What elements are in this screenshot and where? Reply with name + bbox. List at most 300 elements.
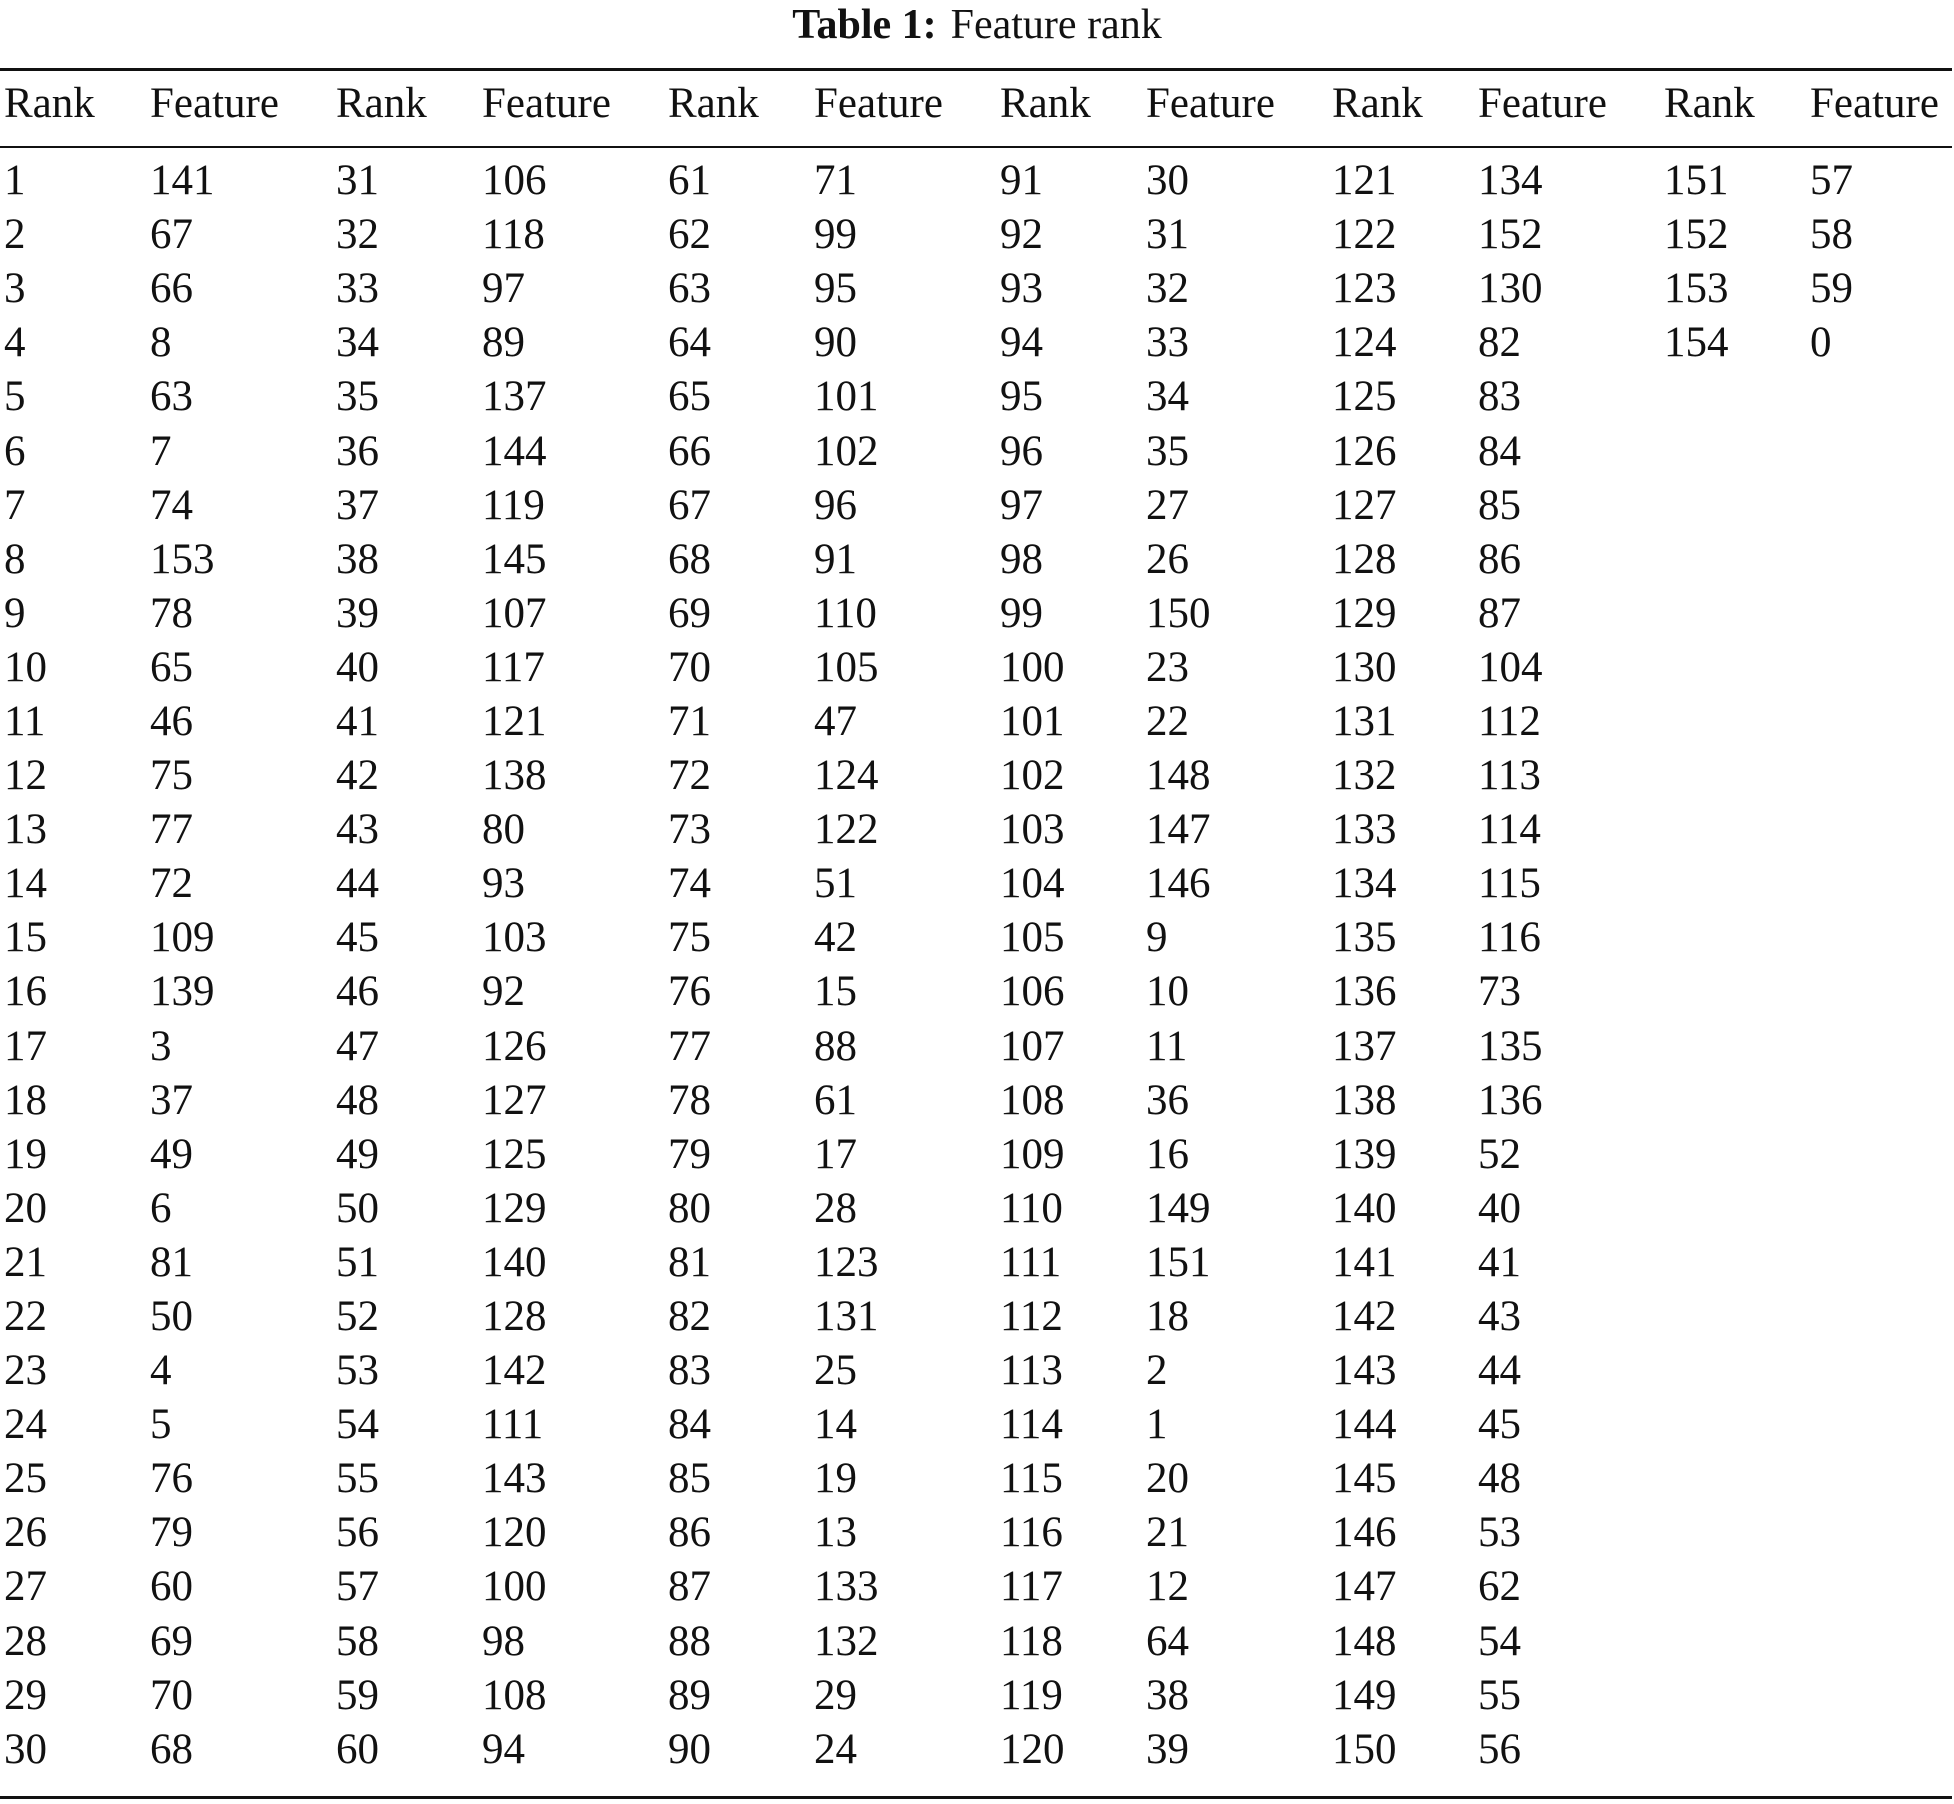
feature-cell: 60 — [150, 1563, 193, 1611]
feature-cell: 7 — [150, 427, 172, 475]
feature-cell: 25 — [814, 1347, 857, 1395]
feature-cell: 153 — [150, 535, 215, 583]
rank-cell — [1660, 1344, 1806, 1398]
feature-cell: 75 — [150, 752, 193, 800]
rank-cell: 52 — [336, 1293, 379, 1341]
feature-cell: 47 — [814, 697, 857, 745]
rank-cell: 104 — [1000, 860, 1065, 908]
rank-cell: 139 — [1332, 1130, 1397, 1178]
rank-cell: 92 — [1000, 211, 1043, 259]
feature-cell: 147 — [1146, 806, 1211, 854]
table-row — [0, 641, 1954, 695]
rank-cell: 152 — [1664, 211, 1729, 259]
rank-cell: 55 — [336, 1455, 379, 1503]
feature-cell: 136 — [1478, 1076, 1543, 1124]
rank-cell: 34 — [336, 319, 379, 367]
rank-cell: 1 — [4, 157, 26, 205]
rank-cell: 96 — [1000, 427, 1043, 475]
feature-cell: 122 — [814, 806, 879, 854]
feature-cell: 109 — [150, 914, 215, 962]
feature-cell: 45 — [1478, 1401, 1521, 1449]
rank-cell — [1660, 479, 1806, 533]
table-row — [0, 911, 1954, 965]
feature-cell: 92 — [482, 968, 525, 1016]
feature-cell: 105 — [814, 643, 879, 691]
feature-cell: 16 — [1146, 1130, 1189, 1178]
feature-cell: 83 — [1478, 373, 1521, 421]
feature-cell — [1806, 1290, 1954, 1344]
feature-cell: 69 — [150, 1617, 193, 1665]
table-row — [0, 1506, 1954, 1560]
feature-cell: 116 — [1478, 914, 1541, 962]
rank-cell: 39 — [336, 589, 379, 637]
feature-cell: 127 — [482, 1076, 547, 1124]
rank-cell: 90 — [668, 1725, 711, 1773]
feature-cell: 99 — [814, 211, 857, 259]
feature-cell: 6 — [150, 1184, 172, 1232]
table-row — [0, 803, 1954, 857]
rank-cell — [1660, 803, 1806, 857]
rank-cell: 137 — [1332, 1022, 1397, 1070]
rank-cell — [1660, 1074, 1806, 1128]
rank-cell: 100 — [1000, 643, 1065, 691]
rank-cell: 154 — [1664, 319, 1729, 367]
feature-cell: 22 — [1146, 697, 1189, 745]
rank-cell: 88 — [668, 1617, 711, 1665]
feature-cell — [1806, 695, 1954, 749]
feature-cell — [1806, 1398, 1954, 1452]
feature-cell: 13 — [814, 1509, 857, 1557]
feature-cell: 134 — [1478, 157, 1543, 205]
feature-cell: 32 — [1146, 265, 1189, 313]
feature-cell — [1806, 749, 1954, 803]
rank-cell: 146 — [1332, 1509, 1397, 1557]
rank-cell — [1660, 1615, 1806, 1669]
header-feature: Feature — [150, 80, 279, 127]
rank-cell: 33 — [336, 265, 379, 313]
rank-cell: 30 — [4, 1725, 47, 1773]
rank-cell: 67 — [668, 481, 711, 529]
feature-cell: 31 — [1146, 211, 1189, 259]
rank-cell — [1660, 424, 1806, 478]
feature-cell: 138 — [482, 752, 547, 800]
feature-cell: 17 — [814, 1130, 857, 1178]
feature-cell: 57 — [1810, 157, 1853, 205]
rank-cell — [1660, 1669, 1806, 1723]
feature-cell: 131 — [814, 1293, 879, 1341]
feature-cell: 143 — [482, 1455, 547, 1503]
feature-cell: 87 — [1478, 589, 1521, 637]
feature-cell: 36 — [1146, 1076, 1189, 1124]
feature-cell: 81 — [150, 1238, 193, 1286]
feature-cell: 101 — [814, 373, 879, 421]
table-row — [0, 262, 1954, 316]
feature-cell: 107 — [482, 589, 547, 637]
rank-cell: 147 — [1332, 1563, 1397, 1611]
rank-cell: 29 — [4, 1671, 47, 1719]
feature-cell: 129 — [482, 1184, 547, 1232]
feature-cell: 108 — [482, 1671, 547, 1719]
feature-cell: 10 — [1146, 968, 1189, 1016]
rank-cell: 36 — [336, 427, 379, 475]
header-rule — [0, 146, 1952, 148]
table-row — [0, 749, 1954, 803]
rank-cell: 64 — [668, 319, 711, 367]
feature-cell: 56 — [1478, 1725, 1521, 1773]
feature-cell: 66 — [150, 265, 193, 313]
feature-cell: 51 — [814, 860, 857, 908]
rank-cell: 131 — [1332, 697, 1397, 745]
feature-cell — [1806, 1723, 1954, 1777]
feature-cell: 4 — [150, 1347, 172, 1395]
table-row — [0, 208, 1954, 262]
feature-cell: 44 — [1478, 1347, 1521, 1395]
feature-cell: 15 — [814, 968, 857, 1016]
rank-cell: 85 — [668, 1455, 711, 1503]
rank-cell: 44 — [336, 860, 379, 908]
rank-cell: 109 — [1000, 1130, 1065, 1178]
table-row — [0, 587, 1954, 641]
rank-cell: 142 — [1332, 1293, 1397, 1341]
feature-cell: 14 — [814, 1401, 857, 1449]
rank-cell: 22 — [4, 1293, 47, 1341]
rank-cell: 133 — [1332, 806, 1397, 854]
rank-cell: 126 — [1332, 427, 1397, 475]
feature-cell: 20 — [1146, 1455, 1189, 1503]
feature-cell: 146 — [1146, 860, 1211, 908]
feature-cell — [1806, 857, 1954, 911]
feature-cell: 124 — [814, 752, 879, 800]
feature-cell: 91 — [814, 535, 857, 583]
rank-cell: 2 — [4, 211, 26, 259]
rank-cell: 8 — [4, 535, 26, 583]
rank-cell: 150 — [1332, 1725, 1397, 1773]
rank-cell: 11 — [4, 697, 46, 745]
feature-cell: 59 — [1810, 265, 1853, 313]
rank-cell: 74 — [668, 860, 711, 908]
rank-cell: 5 — [4, 373, 26, 421]
feature-cell: 3 — [150, 1022, 172, 1070]
feature-cell: 9 — [1146, 914, 1168, 962]
rank-cell: 143 — [1332, 1347, 1397, 1395]
rank-cell: 51 — [336, 1238, 379, 1286]
feature-cell: 41 — [1478, 1238, 1521, 1286]
feature-cell — [1806, 1506, 1954, 1560]
rank-cell: 20 — [4, 1184, 47, 1232]
rank-cell: 15 — [4, 914, 47, 962]
table-row — [0, 695, 1954, 749]
rank-cell: 49 — [336, 1130, 379, 1178]
table-row — [0, 1236, 1954, 1290]
feature-cell: 151 — [1146, 1238, 1211, 1286]
feature-cell: 79 — [150, 1509, 193, 1557]
feature-cell — [1806, 1236, 1954, 1290]
top-rule — [0, 68, 1952, 71]
header-feature: Feature — [482, 80, 611, 127]
table-row — [0, 857, 1954, 911]
rank-cell: 28 — [4, 1617, 47, 1665]
feature-cell: 90 — [814, 319, 857, 367]
rank-cell: 118 — [1000, 1617, 1063, 1665]
rank-cell: 128 — [1332, 535, 1397, 583]
rank-cell: 73 — [668, 806, 711, 854]
feature-cell — [1806, 1669, 1954, 1723]
rank-cell: 66 — [668, 427, 711, 475]
rank-cell: 132 — [1332, 752, 1397, 800]
feature-cell: 82 — [1478, 319, 1521, 367]
rank-cell: 121 — [1332, 157, 1397, 205]
rank-cell — [1660, 1506, 1806, 1560]
rank-cell: 72 — [668, 752, 711, 800]
rank-cell: 87 — [668, 1563, 711, 1611]
rank-cell: 151 — [1664, 157, 1729, 205]
feature-cell: 121 — [482, 697, 547, 745]
feature-cell: 141 — [150, 157, 215, 205]
feature-cell: 70 — [150, 1671, 193, 1719]
rank-cell: 61 — [668, 157, 711, 205]
rank-cell: 91 — [1000, 157, 1043, 205]
feature-cell: 27 — [1146, 481, 1189, 529]
header-rank: Rank — [1332, 80, 1423, 127]
rank-cell: 80 — [668, 1184, 711, 1232]
rank-cell: 45 — [336, 914, 379, 962]
feature-cell — [1806, 1128, 1954, 1182]
rank-cell: 83 — [668, 1347, 711, 1395]
feature-cell: 96 — [814, 481, 857, 529]
rank-cell: 50 — [336, 1184, 379, 1232]
rank-cell: 58 — [336, 1617, 379, 1665]
feature-cell: 48 — [1478, 1455, 1521, 1503]
rank-cell — [1660, 749, 1806, 803]
feature-cell: 26 — [1146, 535, 1189, 583]
feature-cell: 128 — [482, 1293, 547, 1341]
feature-cell: 119 — [482, 481, 545, 529]
feature-cell: 130 — [1478, 265, 1543, 313]
feature-cell — [1806, 911, 1954, 965]
rank-cell: 107 — [1000, 1022, 1065, 1070]
table-row — [0, 1344, 1954, 1398]
rank-cell: 75 — [668, 914, 711, 962]
feature-cell: 39 — [1146, 1725, 1189, 1773]
rank-cell: 54 — [336, 1401, 379, 1449]
rank-cell: 130 — [1332, 643, 1397, 691]
rank-cell: 46 — [336, 968, 379, 1016]
rank-cell — [1660, 1290, 1806, 1344]
feature-cell: 106 — [482, 157, 547, 205]
feature-cell: 125 — [482, 1130, 547, 1178]
feature-cell: 50 — [150, 1293, 193, 1341]
rank-cell — [1660, 695, 1806, 749]
feature-cell: 28 — [814, 1184, 857, 1232]
feature-cell: 43 — [1478, 1293, 1521, 1341]
feature-cell: 68 — [150, 1725, 193, 1773]
feature-cell: 76 — [150, 1455, 193, 1503]
feature-cell: 111 — [482, 1401, 544, 1449]
feature-cell: 34 — [1146, 373, 1189, 421]
rank-cell: 19 — [4, 1130, 47, 1178]
feature-cell: 40 — [1478, 1184, 1521, 1232]
feature-cell: 29 — [814, 1671, 857, 1719]
rank-cell: 120 — [1000, 1725, 1065, 1773]
feature-cell: 102 — [814, 427, 879, 475]
bottom-rule — [0, 1796, 1952, 1799]
rank-cell: 81 — [668, 1238, 711, 1286]
rank-cell: 37 — [336, 481, 379, 529]
table-body — [0, 138, 1954, 1777]
header-feature: Feature — [1810, 80, 1939, 127]
rank-cell: 23 — [4, 1347, 47, 1395]
table-row — [0, 1669, 1954, 1723]
feature-cell: 123 — [814, 1238, 879, 1286]
rank-cell: 136 — [1332, 968, 1397, 1016]
feature-cell: 5 — [150, 1401, 172, 1449]
feature-cell: 78 — [150, 589, 193, 637]
rank-cell: 106 — [1000, 968, 1065, 1016]
feature-cell: 94 — [482, 1725, 525, 1773]
rank-cell — [1660, 641, 1806, 695]
rank-cell: 14 — [4, 860, 47, 908]
rank-cell: 86 — [668, 1509, 711, 1557]
table-row — [0, 1074, 1954, 1128]
feature-cell: 139 — [150, 968, 215, 1016]
feature-cell: 63 — [150, 373, 193, 421]
table-row — [0, 1560, 1954, 1614]
rank-cell — [1660, 857, 1806, 911]
feature-cell: 67 — [150, 211, 193, 259]
rank-cell: 134 — [1332, 860, 1397, 908]
rank-cell: 124 — [1332, 319, 1397, 367]
feature-cell: 142 — [482, 1347, 547, 1395]
caption-title: Feature rank — [950, 2, 1162, 48]
feature-cell: 88 — [814, 1022, 857, 1070]
header-rank: Rank — [1664, 80, 1755, 127]
rank-cell: 127 — [1332, 481, 1397, 529]
rank-cell: 3 — [4, 265, 26, 313]
table-row — [0, 533, 1954, 587]
table-row — [0, 1723, 1954, 1777]
rank-cell: 25 — [4, 1455, 47, 1503]
rank-cell: 62 — [668, 211, 711, 259]
feature-cell: 133 — [814, 1563, 879, 1611]
feature-cell: 113 — [1478, 752, 1541, 800]
rank-cell: 63 — [668, 265, 711, 313]
feature-cell — [1806, 965, 1954, 1019]
rank-cell — [1660, 965, 1806, 1019]
feature-cell: 49 — [150, 1130, 193, 1178]
feature-cell: 145 — [482, 535, 547, 583]
rank-cell: 148 — [1332, 1617, 1397, 1665]
rank-cell: 41 — [336, 697, 379, 745]
rank-cell: 42 — [336, 752, 379, 800]
rank-cell: 94 — [1000, 319, 1043, 367]
rank-cell: 59 — [336, 1671, 379, 1719]
feature-cell: 71 — [814, 157, 857, 205]
feature-cell — [1806, 424, 1954, 478]
feature-cell: 46 — [150, 697, 193, 745]
table-row — [0, 965, 1954, 1019]
rank-cell: 18 — [4, 1076, 47, 1124]
rank-cell: 119 — [1000, 1671, 1063, 1719]
feature-cell: 58 — [1810, 211, 1853, 259]
rank-cell: 40 — [336, 643, 379, 691]
feature-cell: 53 — [1478, 1509, 1521, 1557]
feature-cell: 140 — [482, 1238, 547, 1286]
feature-cell: 98 — [482, 1617, 525, 1665]
rank-cell: 76 — [668, 968, 711, 1016]
rank-cell: 38 — [336, 535, 379, 583]
feature-cell: 95 — [814, 265, 857, 313]
rank-cell: 111 — [1000, 1238, 1062, 1286]
rank-cell: 112 — [1000, 1293, 1063, 1341]
feature-cell: 62 — [1478, 1563, 1521, 1611]
feature-cell — [1806, 533, 1954, 587]
feature-cell: 73 — [1478, 968, 1521, 1016]
rank-cell: 79 — [668, 1130, 711, 1178]
rank-cell: 135 — [1332, 914, 1397, 962]
rank-cell — [1660, 1560, 1806, 1614]
feature-cell: 126 — [482, 1022, 547, 1070]
feature-cell: 132 — [814, 1617, 879, 1665]
rank-cell: 97 — [1000, 481, 1043, 529]
rank-cell: 17 — [4, 1022, 47, 1070]
feature-cell: 144 — [482, 427, 547, 475]
feature-cell: 85 — [1478, 481, 1521, 529]
feature-cell: 19 — [814, 1455, 857, 1503]
rank-cell: 78 — [668, 1076, 711, 1124]
rank-cell: 13 — [4, 806, 47, 854]
rank-cell: 84 — [668, 1401, 711, 1449]
feature-cell: 8 — [150, 319, 172, 367]
rank-cell: 47 — [336, 1022, 379, 1070]
feature-cell: 100 — [482, 1563, 547, 1611]
rank-cell — [1660, 533, 1806, 587]
rank-cell: 9 — [4, 589, 26, 637]
rank-cell — [1660, 1398, 1806, 1452]
feature-cell: 110 — [814, 589, 877, 637]
rank-cell: 68 — [668, 535, 711, 583]
rank-cell — [1660, 911, 1806, 965]
rank-cell: 16 — [4, 968, 47, 1016]
rank-cell: 113 — [1000, 1347, 1063, 1395]
rank-cell: 60 — [336, 1725, 379, 1773]
rank-cell: 101 — [1000, 697, 1065, 745]
feature-cell: 2 — [1146, 1347, 1168, 1395]
header-rank: Rank — [4, 80, 95, 127]
feature-cell: 104 — [1478, 643, 1543, 691]
rank-cell: 7 — [4, 481, 26, 529]
header-feature: Feature — [1146, 80, 1275, 127]
rank-cell: 105 — [1000, 914, 1065, 962]
rank-cell: 71 — [668, 697, 711, 745]
feature-cell — [1806, 1615, 1954, 1669]
feature-cell: 80 — [482, 806, 525, 854]
feature-cell: 18 — [1146, 1293, 1189, 1341]
feature-cell: 72 — [150, 860, 193, 908]
feature-cell: 89 — [482, 319, 525, 367]
feature-cell: 148 — [1146, 752, 1211, 800]
rank-cell: 116 — [1000, 1509, 1063, 1557]
rank-cell: 122 — [1332, 211, 1397, 259]
rank-cell: 141 — [1332, 1238, 1397, 1286]
rank-cell: 4 — [4, 319, 26, 367]
rank-cell — [1660, 1236, 1806, 1290]
rank-cell: 26 — [4, 1509, 47, 1557]
rank-cell: 125 — [1332, 373, 1397, 421]
feature-cell: 11 — [1146, 1022, 1188, 1070]
rank-cell: 129 — [1332, 589, 1397, 637]
feature-cell: 103 — [482, 914, 547, 962]
rank-cell: 115 — [1000, 1455, 1063, 1503]
